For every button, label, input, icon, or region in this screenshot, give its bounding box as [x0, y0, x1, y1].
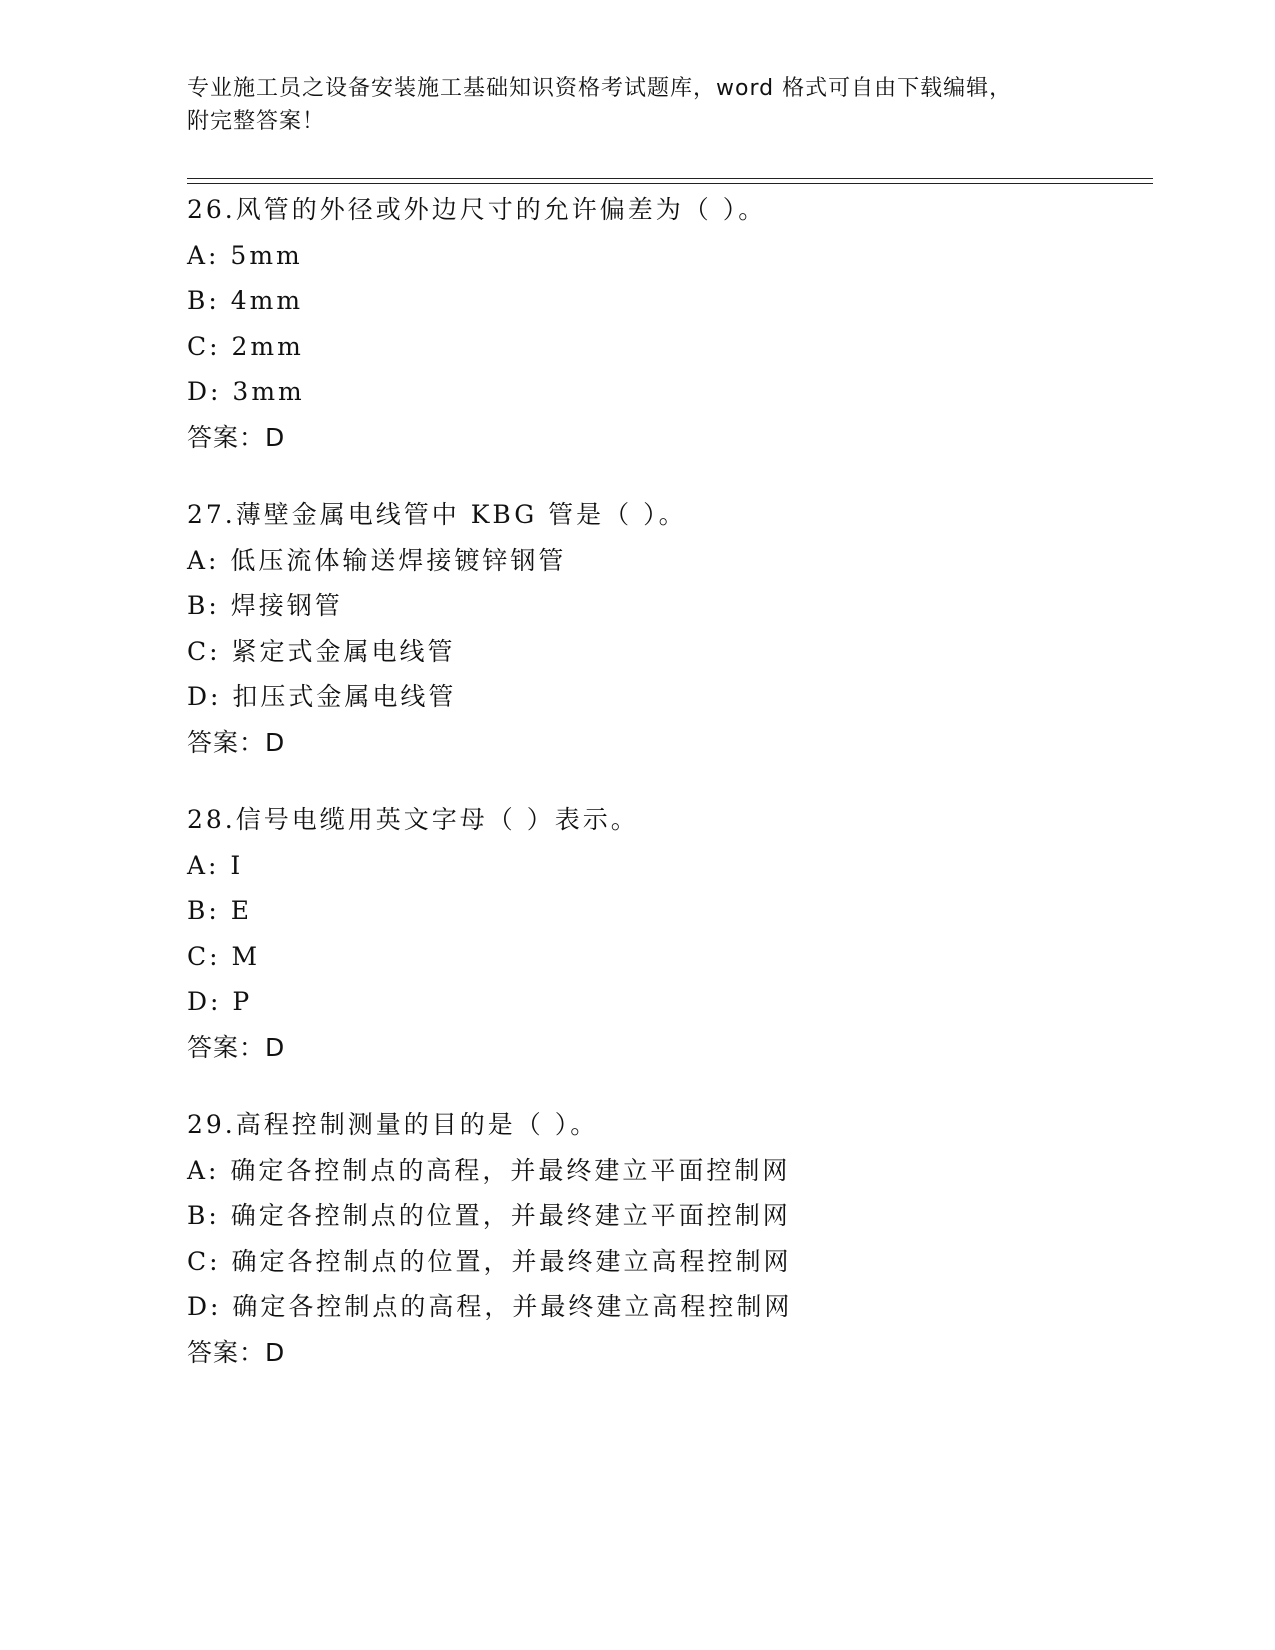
header-line-2: 附完整答案！ [187, 109, 326, 134]
option-d: D: 3mm [187, 377, 305, 407]
option-b: B: 确定各控制点的位置，并最终建立平面控制网 [187, 1201, 791, 1231]
question-27 [187, 492, 1187, 766]
option-a: A: 5mm [187, 240, 303, 270]
answer-label: 答案：D [187, 1032, 286, 1062]
option-b: B: E [187, 896, 252, 926]
question-stem: 28.信号电缆用英文字母（ ）表示。 [187, 805, 639, 834]
option-c: C: M [187, 941, 261, 971]
option-a: A: 确定各控制点的高程，并最终建立平面控制网 [187, 1155, 791, 1185]
answer-label: 答案：D [187, 727, 286, 757]
option-d: D: 扣压式金属电线管 [187, 682, 457, 712]
question-29 [187, 1102, 1187, 1376]
option-c: C: 确定各控制点的位置，并最终建立高程控制网 [187, 1246, 792, 1276]
option-d: D: P [187, 987, 253, 1017]
question-stem: 29.高程控制测量的目的是（ ）。 [187, 1110, 599, 1139]
option-d: D: 确定各控制点的高程，并最终建立高程控制网 [187, 1292, 793, 1322]
question-26 [187, 187, 1187, 461]
answer-label: 答案：D [187, 422, 286, 452]
question-stem: 26.风管的外径或外边尺寸的允许偏差为（ ）。 [187, 195, 767, 224]
document-header [187, 72, 1067, 138]
option-b: B: 焊接钢管 [187, 591, 343, 621]
header-line-1: 专业施工员之设备安装施工基础知识资格考试题库，word 格式可自由下载编辑， [187, 76, 1013, 101]
option-c: C: 2mm [187, 331, 304, 361]
header-divider-top [187, 178, 1153, 179]
answer-label: 答案：D [187, 1337, 286, 1367]
question-28 [187, 797, 1187, 1071]
question-stem: 27.薄壁金属电线管中 KBG 管是（ ）。 [187, 500, 687, 529]
option-c: C: 紧定式金属电线管 [187, 636, 456, 666]
option-b: B: 4mm [187, 286, 304, 316]
option-a: A: I [187, 850, 244, 880]
option-a: A: 低压流体输送焊接镀锌钢管 [187, 545, 567, 575]
header-divider-bottom [187, 183, 1153, 184]
